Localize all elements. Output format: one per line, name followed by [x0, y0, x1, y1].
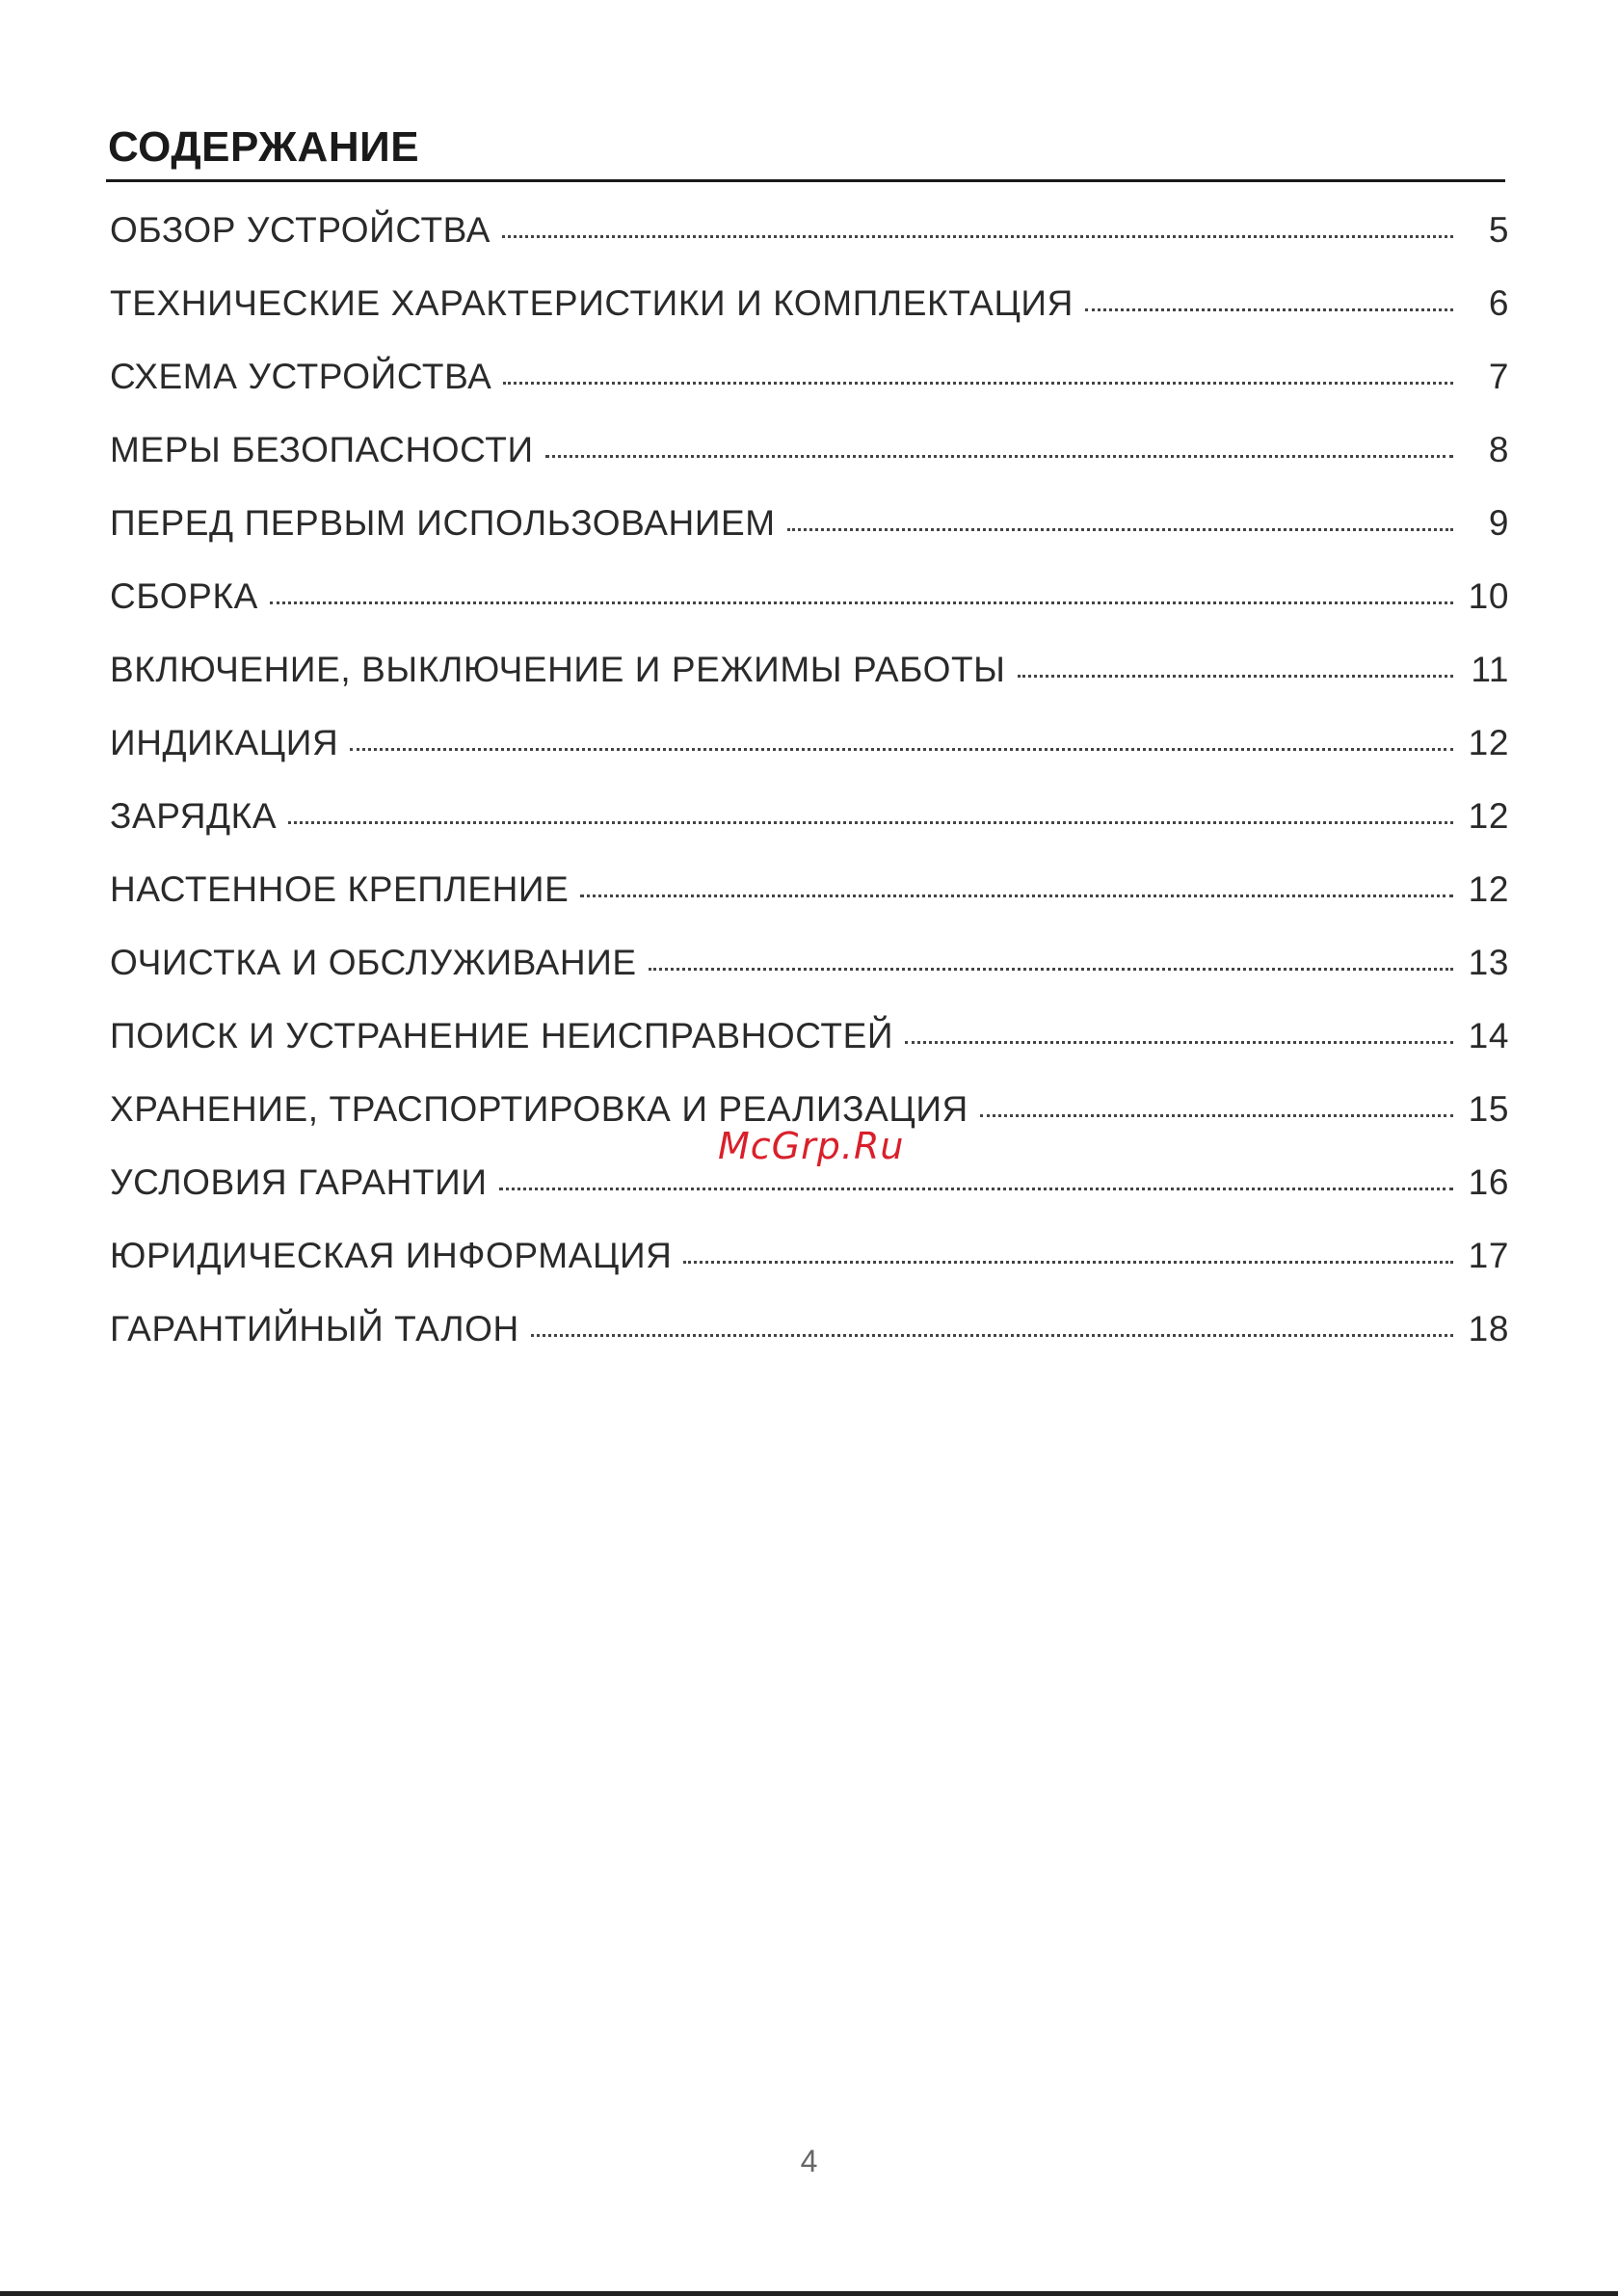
toc-entry-label: ВКЛЮЧЕНИЕ, ВЫКЛЮЧЕНИЕ И РЕЖИМЫ РАБОТЫ	[110, 650, 1006, 689]
toc-entry-label: ОЧИСТКА И ОБСЛУЖИВАНИЕ	[110, 943, 637, 982]
toc-entry[interactable]	[110, 357, 1509, 430]
toc-entry-page: 12	[1468, 796, 1509, 836]
table-of-contents	[110, 210, 1509, 1382]
toc-entry-page: 12	[1468, 723, 1509, 762]
toc-entry-page: 10	[1468, 576, 1509, 616]
toc-entry-page: 5	[1488, 210, 1509, 250]
toc-leader-dots	[1085, 308, 1453, 311]
toc-entry-label: УСЛОВИЯ ГАРАНТИИ	[110, 1162, 488, 1202]
toc-leader-dots	[499, 1188, 1453, 1190]
title-divider	[106, 179, 1505, 182]
toc-leader-dots	[787, 528, 1453, 531]
toc-entry-page: 14	[1468, 1016, 1509, 1055]
toc-entry-label: ХРАНЕНИЕ, ТРАСПОРТИРОВКА И РЕАЛИЗАЦИЯ	[110, 1089, 968, 1129]
toc-entry[interactable]	[110, 1236, 1509, 1309]
toc-entry-page: 17	[1468, 1236, 1509, 1275]
toc-entry-label: ЮРИДИЧЕСКАЯ ИНФОРМАЦИЯ	[110, 1236, 673, 1275]
toc-entry-page: 8	[1488, 430, 1509, 469]
toc-entry[interactable]	[110, 723, 1509, 796]
toc-leader-dots	[531, 1334, 1453, 1337]
toc-entry[interactable]	[110, 1309, 1509, 1382]
toc-entry-label: ИНДИКАЦИЯ	[110, 723, 339, 762]
toc-entry-page: 12	[1468, 869, 1509, 909]
toc-leader-dots	[502, 235, 1453, 238]
toc-entry-page: 18	[1468, 1309, 1509, 1348]
toc-entry[interactable]	[110, 210, 1509, 283]
toc-leader-dots	[288, 821, 1453, 824]
toc-leader-dots	[683, 1261, 1453, 1264]
toc-entry-page: 6	[1488, 283, 1509, 323]
toc-leader-dots	[545, 455, 1453, 458]
toc-entry-label: ЗАРЯДКА	[110, 796, 278, 836]
toc-leader-dots	[1018, 675, 1453, 678]
toc-entry[interactable]	[110, 576, 1509, 650]
toc-leader-dots	[649, 968, 1453, 971]
toc-entry-page: 16	[1468, 1162, 1509, 1202]
toc-leader-dots	[270, 601, 1453, 604]
toc-entry[interactable]	[110, 1162, 1509, 1236]
toc-entry[interactable]	[110, 869, 1509, 943]
toc-entry-label: ГАРАНТИЙНЫЙ ТАЛОН	[110, 1309, 519, 1348]
toc-entry-label: ПЕРЕД ПЕРВЫМ ИСПОЛЬЗОВАНИЕМ	[110, 503, 776, 543]
page-title: СОДЕРЖАНИЕ	[108, 123, 420, 171]
toc-entry-label: НАСТЕННОЕ КРЕПЛЕНИЕ	[110, 869, 570, 909]
toc-entry[interactable]	[110, 943, 1509, 1016]
toc-entry[interactable]	[110, 796, 1509, 869]
toc-entry-page: 9	[1488, 503, 1509, 543]
toc-entry-label: СХЕМА УСТРОЙСТВА	[110, 357, 492, 396]
toc-leader-dots	[980, 1114, 1453, 1117]
page-bottom-edge	[0, 2291, 1618, 2296]
toc-entry-page: 7	[1488, 357, 1509, 396]
page-number: 4	[800, 2144, 818, 2178]
toc-entry[interactable]	[110, 503, 1509, 576]
toc-entry-label: ОБЗОР УСТРОЙСТВА	[110, 210, 491, 250]
toc-entry-label: ТЕХНИЧЕСКИЕ ХАРАКТЕРИСТИКИ И КОМПЛЕКТАЦИЯ	[110, 283, 1074, 323]
toc-entry-page: 11	[1471, 650, 1509, 689]
toc-entry[interactable]	[110, 650, 1509, 723]
toc-entry[interactable]	[110, 283, 1509, 357]
toc-entry-label: СБОРКА	[110, 576, 258, 616]
toc-entry[interactable]	[110, 1016, 1509, 1089]
toc-leader-dots	[503, 382, 1453, 385]
toc-leader-dots	[580, 894, 1453, 897]
toc-entry-page: 13	[1468, 943, 1509, 982]
toc-entry-label: ПОИСК И УСТРАНЕНИЕ НЕИСПРАВНОСТЕЙ	[110, 1016, 894, 1055]
toc-entry-label: МЕРЫ БЕЗОПАСНОСТИ	[110, 430, 534, 469]
watermark: McGrp.Ru	[718, 1125, 905, 1167]
toc-entry-page: 15	[1468, 1089, 1509, 1129]
toc-leader-dots	[350, 748, 1453, 751]
toc-leader-dots	[905, 1041, 1453, 1044]
toc-entry[interactable]	[110, 430, 1509, 503]
